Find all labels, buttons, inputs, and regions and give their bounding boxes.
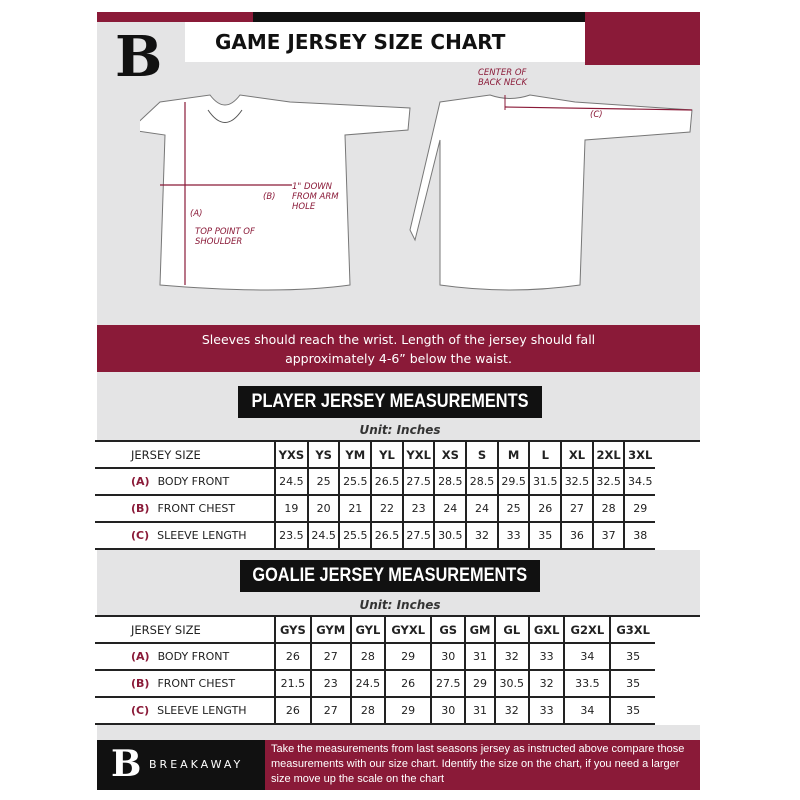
- table-cell: 27: [561, 495, 593, 522]
- size-header: GL: [495, 616, 529, 643]
- size-header-row: [95, 616, 700, 643]
- table-cell: 26.5: [371, 522, 403, 549]
- table-cell: 27.5: [431, 670, 465, 697]
- row-name: SLEEVE LENGTH: [157, 529, 247, 542]
- goalie-heading: GOALIE JERSEY MEASUREMENTS: [252, 565, 528, 586]
- footer-brand: [97, 740, 265, 790]
- table-cell: 33: [498, 522, 530, 549]
- brand-logo: B: [115, 24, 163, 90]
- goalie-unit: Unit: Inches: [359, 598, 441, 612]
- table-row: [95, 670, 700, 697]
- table-cell: 24: [434, 495, 466, 522]
- size-header: YS: [308, 441, 340, 468]
- table-cell: 25.5: [339, 468, 371, 495]
- table-row: [95, 643, 700, 670]
- top-bar-right: [585, 12, 700, 65]
- table-cell: 23: [311, 670, 351, 697]
- table-cell: 22: [371, 495, 403, 522]
- table-cell: 31.5: [529, 468, 561, 495]
- row-name: BODY FRONT: [157, 650, 230, 663]
- table-cell: 33: [529, 643, 565, 670]
- table-cell: 25.5: [339, 522, 371, 549]
- band-line-1: Sleeves should reach the wrist. Length of the jersey should fall: [201, 332, 596, 347]
- size-header: 2XL: [593, 441, 625, 468]
- top-bar-mid: [253, 12, 585, 22]
- table-cell: 32: [466, 522, 498, 549]
- table-cell: 26: [385, 670, 431, 697]
- size-header: YM: [339, 441, 371, 468]
- table-cell: 29: [385, 643, 431, 670]
- size-header: GYS: [275, 616, 311, 643]
- jersey-size-label: JERSEY SIZE: [95, 441, 275, 468]
- size-header: YXS: [275, 441, 308, 468]
- table-cell: 29.5: [498, 468, 530, 495]
- row-key: (B): [131, 677, 150, 690]
- table-cell: 21.5: [275, 670, 311, 697]
- table-cell: 26: [275, 643, 311, 670]
- table-cell: 24: [466, 495, 498, 522]
- table-cell: 34: [564, 697, 610, 724]
- table-cell: 24.5: [308, 522, 340, 549]
- table-cell: 26: [275, 697, 311, 724]
- table-cell: 36: [561, 522, 593, 549]
- table-cell: 26: [529, 495, 561, 522]
- table-cell: 33: [529, 697, 565, 724]
- table-cell: 21: [339, 495, 371, 522]
- table-cell: 30.5: [434, 522, 466, 549]
- back-jersey: [410, 95, 692, 290]
- label-a: (A): [190, 209, 203, 219]
- size-header: M: [498, 441, 530, 468]
- table-cell: 23: [403, 495, 435, 522]
- table-cell: 31: [465, 697, 494, 724]
- table-cell: 35: [610, 643, 655, 670]
- table-cell: 27: [311, 697, 351, 724]
- table-cell: 25: [308, 468, 340, 495]
- size-header: XS: [434, 441, 466, 468]
- table-cell: 32: [495, 697, 529, 724]
- footer-note: Take the measurements from last seasons jersey as instructed above compare those measurements with our size chart. Identify the size on the chart, if you need a larger size move up the scale on the chart: [265, 740, 700, 790]
- table-cell: 20: [308, 495, 340, 522]
- top-bar-left: [97, 12, 253, 22]
- table-row: [95, 522, 700, 549]
- size-header: GYM: [311, 616, 351, 643]
- size-header: S: [466, 441, 498, 468]
- size-header: YXL: [403, 441, 435, 468]
- table-row: [95, 697, 700, 724]
- table-cell: 26.5: [371, 468, 403, 495]
- table-cell: 34.5: [624, 468, 655, 495]
- player-size-table: [95, 440, 700, 550]
- jersey-diagram: [140, 90, 700, 300]
- size-header: GXL: [529, 616, 565, 643]
- row-key: (A): [131, 475, 150, 488]
- size-header: G3XL: [610, 616, 655, 643]
- table-cell: 37: [593, 522, 625, 549]
- label-b: (B): [263, 192, 276, 202]
- row-name: FRONT CHEST: [157, 677, 236, 690]
- page-title: GAME JERSEY SIZE CHART: [185, 22, 585, 62]
- label-a-desc: TOP POINT OF SHOULDER: [195, 227, 255, 247]
- table-cell: 35: [610, 670, 655, 697]
- jersey-size-label: JERSEY SIZE: [95, 616, 275, 643]
- size-header: GYXL: [385, 616, 431, 643]
- row-key: (A): [131, 650, 150, 663]
- table-cell: 29: [624, 495, 655, 522]
- size-header: YL: [371, 441, 403, 468]
- player-heading-box: [238, 386, 542, 418]
- table-cell: 28: [351, 643, 386, 670]
- table-cell: 35: [610, 697, 655, 724]
- table-cell: 32.5: [593, 468, 625, 495]
- table-cell: 28.5: [466, 468, 498, 495]
- table-cell: 28: [593, 495, 625, 522]
- row-key: (C): [131, 704, 150, 717]
- size-header: 3XL: [624, 441, 655, 468]
- table-cell: 29: [385, 697, 431, 724]
- table-cell: 32.5: [561, 468, 593, 495]
- size-header: GM: [465, 616, 494, 643]
- table-row: [95, 468, 700, 495]
- table-cell: 30: [431, 697, 465, 724]
- instruction-band: [97, 325, 700, 372]
- table-cell: 35: [529, 522, 561, 549]
- row-name: FRONT CHEST: [157, 502, 236, 515]
- goalie-heading-box: [240, 560, 540, 592]
- row-name: SLEEVE LENGTH: [157, 704, 247, 717]
- table-cell: 31: [465, 643, 494, 670]
- table-cell: 30: [431, 643, 465, 670]
- band-line-2: approximately 4-6” below the waist.: [285, 351, 512, 366]
- label-c: (C): [590, 110, 603, 120]
- table-cell: 19: [275, 495, 308, 522]
- size-header: GS: [431, 616, 465, 643]
- table-cell: 32: [495, 643, 529, 670]
- label-c-desc: CENTER OF BACK NECK: [478, 68, 528, 88]
- footer-logo: B: [111, 743, 142, 785]
- table-cell: 34: [564, 643, 610, 670]
- table-cell: 27.5: [403, 522, 435, 549]
- table-cell: 33.5: [564, 670, 610, 697]
- row-key: (B): [131, 502, 150, 515]
- row-name: BODY FRONT: [157, 475, 230, 488]
- size-header: XL: [561, 441, 593, 468]
- footer-brand-name: BREAKAWAY: [149, 758, 244, 771]
- label-b-desc: 1" DOWN FROM ARM HOLE: [292, 182, 339, 212]
- table-cell: 27: [311, 643, 351, 670]
- table-cell: 27.5: [403, 468, 435, 495]
- table-cell: 29: [465, 670, 494, 697]
- size-header: L: [529, 441, 561, 468]
- table-cell: 38: [624, 522, 655, 549]
- size-header-row: [95, 441, 700, 468]
- goalie-size-table: [95, 615, 700, 725]
- table-cell: 24.5: [275, 468, 308, 495]
- table-cell: 25: [498, 495, 530, 522]
- table-cell: 30.5: [495, 670, 529, 697]
- size-header: G2XL: [564, 616, 610, 643]
- size-header: GYL: [351, 616, 386, 643]
- table-cell: 23.5: [275, 522, 308, 549]
- table-cell: 24.5: [351, 670, 386, 697]
- player-unit: Unit: Inches: [359, 423, 441, 437]
- table-cell: 28.5: [434, 468, 466, 495]
- table-cell: 32: [529, 670, 565, 697]
- table-cell: 28: [351, 697, 386, 724]
- row-key: (C): [131, 529, 150, 542]
- player-heading: PLAYER JERSEY MEASUREMENTS: [251, 391, 529, 412]
- table-row: [95, 495, 700, 522]
